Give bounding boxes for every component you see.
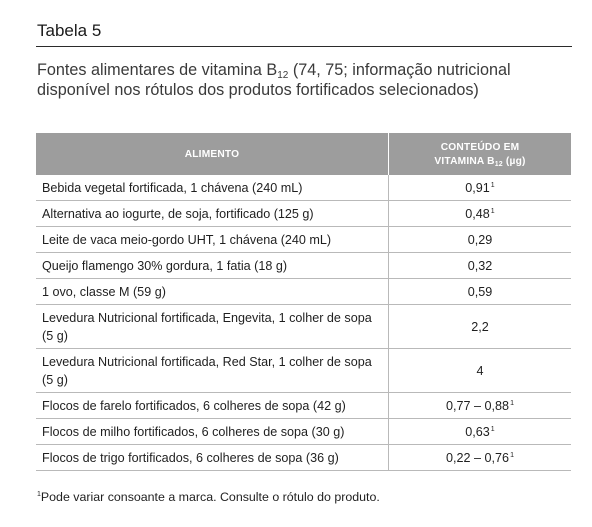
food-cell: Flocos de trigo fortificados, 6 colheres de sopa (36 g) (36, 445, 389, 471)
footnote-mark: 1 (37, 491, 41, 498)
content-cell (389, 419, 572, 445)
footnote-text: Pode variar consoante a marca. Consulte o rótulo do produto. (40, 490, 380, 504)
content-cell (389, 305, 572, 349)
caption-text-end: (74, 75; informação nutricional disponível nos rótulos dos produtos fortificados selecionados) (37, 61, 511, 99)
food-cell: Levedura Nutricional fortificada, Red Star, 1 colher de sopa (5 g) (36, 349, 389, 393)
header-content-subscript: 12 (494, 161, 503, 168)
content-cell (389, 279, 572, 305)
table-row (36, 393, 571, 419)
header-food: ALIMENTO (36, 133, 389, 175)
table-row (36, 227, 571, 253)
content-cell (389, 253, 572, 279)
footnote-reference: 1 (490, 425, 495, 433)
content-value: 0,77 – 0,88 (446, 398, 510, 413)
content-value: 0,59 (467, 284, 493, 299)
header-content-unit: (µg) (502, 156, 526, 167)
vitamin-b12-table (36, 133, 571, 471)
table-row (36, 419, 571, 445)
content-cell (389, 175, 572, 201)
food-cell: Levedura Nutricional fortificada, Engevita, 1 colher de sopa (5 g) (36, 305, 389, 349)
header-content-line2: VITAMINA B (434, 156, 495, 167)
table-caption (37, 60, 577, 100)
food-cell: Leite de vaca meio-gordo UHT, 1 chávena (240 mL) (36, 227, 389, 253)
content-value: 0,29 (467, 232, 493, 247)
table-row (36, 305, 571, 349)
caption-subscript: 12 (277, 70, 289, 81)
food-cell: Flocos de farelo fortificados, 6 colheres de sopa (42 g) (36, 393, 389, 419)
footnote-reference: 1 (510, 451, 514, 459)
table-row (36, 201, 571, 227)
caption-text-start: Fontes alimentares de vitamina B (37, 61, 278, 79)
content-value: 4 (476, 363, 484, 378)
footnote (37, 490, 380, 504)
content-value: 2,2 (471, 319, 489, 334)
label-divider (36, 46, 572, 47)
footnote-reference: 1 (490, 181, 495, 189)
content-value: 0,91 (465, 180, 490, 195)
food-cell: 1 ovo, classe M (59 g) (36, 279, 389, 305)
header-content-line1: CONTEÚDO EM (440, 142, 520, 153)
table-body (36, 175, 571, 471)
table-row (36, 253, 571, 279)
content-value: 0,63 (465, 424, 490, 439)
table-label: Tabela 5 (37, 21, 102, 40)
content-cell (389, 349, 572, 393)
table-header-row (36, 133, 571, 175)
food-cell: Queijo flamengo 30% gordura, 1 fatia (18 g) (36, 253, 389, 279)
food-cell: Alternativa ao iogurte, de soja, fortificado (125 g) (36, 201, 389, 227)
content-cell (389, 227, 572, 253)
table-row (36, 279, 571, 305)
content-cell (389, 393, 572, 419)
content-value: 0,48 (465, 206, 490, 221)
footnote-reference: 1 (490, 207, 495, 215)
table-row (36, 349, 571, 393)
content-value: 0,22 – 0,76 (446, 450, 510, 465)
table-row (36, 175, 571, 201)
content-value: 0,32 (467, 258, 493, 273)
content-cell (389, 445, 572, 471)
header-content (389, 133, 572, 175)
content-cell (389, 201, 572, 227)
footnote-reference: 1 (510, 399, 514, 407)
table-row (36, 445, 571, 471)
food-cell: Flocos de milho fortificados, 6 colheres de sopa (30 g) (36, 419, 389, 445)
food-cell: Bebida vegetal fortificada, 1 chávena (240 mL) (36, 175, 389, 201)
